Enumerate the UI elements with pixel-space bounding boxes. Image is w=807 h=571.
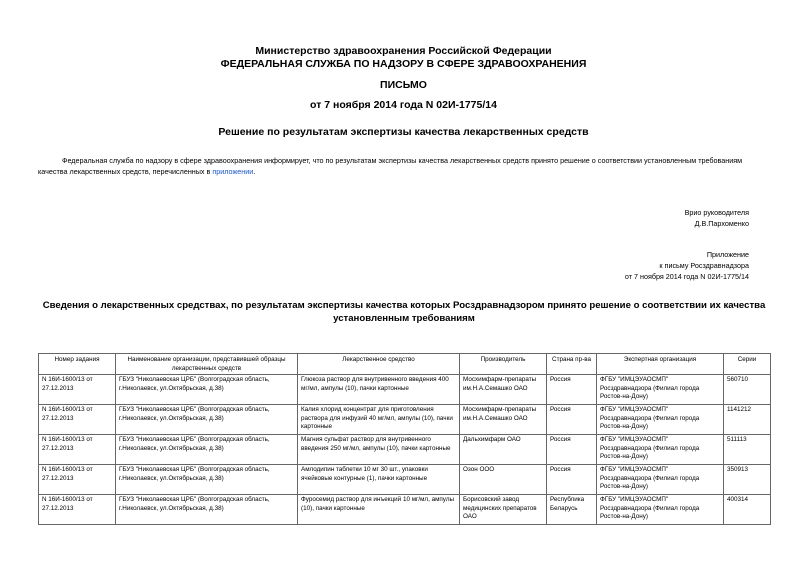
cell-manufacturer: Мосхимфарм-препараты им.Н.А.Семашко ОАО: [460, 375, 547, 405]
appendix-link[interactable]: приложении: [212, 166, 254, 176]
table-row: [39, 495, 771, 525]
cell-task-number: N 16И-1600/13 от 27.12.2013: [39, 375, 116, 405]
appendix-date: от 7 ноября 2014 года N 02И-1775/14: [624, 272, 749, 281]
document-date: от 7 ноября 2014 года N 02И-1775/14: [310, 99, 497, 111]
table-title: Сведения о лекарственных средствах, по результатам экспертизы качества которых Росздравнадзором принято решение о соответствии их качества установленным требованиям: [42, 300, 766, 324]
cell-task-number: N 16И-1600/13 от 27.12.2013: [39, 495, 116, 525]
col-header-series: Серии: [724, 354, 771, 375]
table-row: [39, 375, 771, 405]
cell-medicine: Фуросемид раствор для инъекций 10 мг/мл, ампулы (10), пачки картонные: [298, 495, 460, 525]
col-header-medicine: Лекарственное средство: [298, 354, 460, 375]
cell-organization: ГБУЗ "Николаевская ЦРБ" (Волгоградская область, г.Николаевск, ул.Октябрьская, д.38): [116, 405, 298, 435]
cell-organization: ГБУЗ "Николаевская ЦРБ" (Волгоградская область, г.Николаевск, ул.Октябрьская, д.38): [116, 465, 298, 495]
cell-task-number: N 16И-1600/13 от 27.12.2013: [39, 465, 116, 495]
col-header-manufacturer: Производитель: [460, 354, 547, 375]
table-header-row: [39, 354, 771, 375]
service-name: ФЕДЕРАЛЬНАЯ СЛУЖБА ПО НАДЗОРУ В СФЕРЕ ЗДРАВООХРАНЕНИЯ: [220, 58, 587, 70]
col-header-organization: Наименование организации, представившей образцы лекарственных средств: [116, 354, 298, 375]
cell-task-number: N 16И-1600/13 от 27.12.2013: [39, 405, 116, 435]
table-row: [39, 435, 771, 465]
cell-expert-organization: ФГБУ "ИМЦЭУАОСМП" Росздравнадзора (Филиал города Ростов-на-Дону): [597, 375, 724, 405]
ministry-name: Министерство здравоохранения Российской Федерации: [255, 45, 552, 57]
appendix-letter-ref: к письму Росздравнадзора: [659, 261, 749, 270]
cell-expert-organization: ФГБУ "ИМЦЭУАОСМП" Росздравнадзора (Филиал города Ростов-на-Дону): [597, 435, 724, 465]
col-header-country: Страна пр-ва: [547, 354, 597, 375]
cell-task-number: N 16И-1600/13 от 27.12.2013: [39, 435, 116, 465]
cell-medicine: Калия хлорид концентрат для приготовления раствора для инфузий 40 мг/мл, ампулы (10), пачки картонные: [298, 405, 460, 435]
cell-manufacturer: Дальхимфарм ОАО: [460, 435, 547, 465]
appendix-label: Приложение: [706, 250, 749, 259]
cell-organization: ГБУЗ "Николаевская ЦРБ" (Волгоградская область, г.Николаевск, ул.Октябрьская, д.38): [116, 495, 298, 525]
cell-manufacturer: Озон ООО: [460, 465, 547, 495]
medicines-table: [38, 353, 771, 525]
table-row: [39, 465, 771, 495]
col-header-expert-organization: Экспертная организация: [597, 354, 724, 375]
cell-country: Россия: [547, 435, 597, 465]
cell-expert-organization: ФГБУ "ИМЦЭУАОСМП" Росздравнадзора (Филиал города Ростов-на-Дону): [597, 495, 724, 525]
cell-organization: ГБУЗ "Николаевская ЦРБ" (Волгоградская область, г.Николаевск, ул.Октябрьская, д.38): [116, 375, 298, 405]
cell-expert-organization: ФГБУ "ИМЦЭУАОСМП" Росздравнадзора (Филиал города Ростов-на-Дону): [597, 465, 724, 495]
signature-position: Врио руководителя: [684, 208, 749, 217]
cell-series: 1141212: [724, 405, 771, 435]
col-header-task-number: Номер задания: [39, 354, 116, 375]
cell-country: Россия: [547, 405, 597, 435]
cell-series: 400314: [724, 495, 771, 525]
cell-country: Россия: [547, 375, 597, 405]
cell-organization: ГБУЗ "Николаевская ЦРБ" (Волгоградская область, г.Николаевск, ул.Октябрьская, д.38): [116, 435, 298, 465]
cell-series: 350913: [724, 465, 771, 495]
document-type: ПИСЬМО: [380, 79, 427, 91]
document-subject: Решение по результатам экспертизы качества лекарственных средств: [218, 126, 589, 138]
cell-country: Республика Беларусь: [547, 495, 597, 525]
cell-country: Россия: [547, 465, 597, 495]
cell-manufacturer: Борисовский завод медицинских препаратов ОАО: [460, 495, 547, 525]
cell-medicine: Амлодипин таблетки 10 мг 30 шт., упаковки ячейковые контурные (1), пачки картонные: [298, 465, 460, 495]
cell-series: 511113: [724, 435, 771, 465]
table-row: [39, 405, 771, 435]
cell-expert-organization: ФГБУ "ИМЦЭУАОСМП" Росздравнадзора (Филиал города Ростов-на-Дону): [597, 405, 724, 435]
signature-name: Д.В.Пархоменко: [694, 219, 749, 228]
cell-medicine: Магния сульфат раствор для внутривенного введения 250 мг/мл, ампулы (10), пачки картонные: [298, 435, 460, 465]
body-end: .: [253, 166, 256, 176]
cell-medicine: Глюкоза раствор для внутривенного введения 400 мг/мл, ампулы (10), пачки картонные: [298, 375, 460, 405]
cell-manufacturer: Мосхимфарм-препараты им.Н.А.Семашко ОАО: [460, 405, 547, 435]
body-paragraph: [38, 156, 770, 177]
body-text: Федеральная служба по надзору в сфере здравоохранения информирует, что по результатам экспертизы качества лекарственных средств принято решение о соответствии установленным требованиям качества лекарственных средств, перечисленных в: [38, 156, 743, 176]
cell-series: 560710: [724, 375, 771, 405]
